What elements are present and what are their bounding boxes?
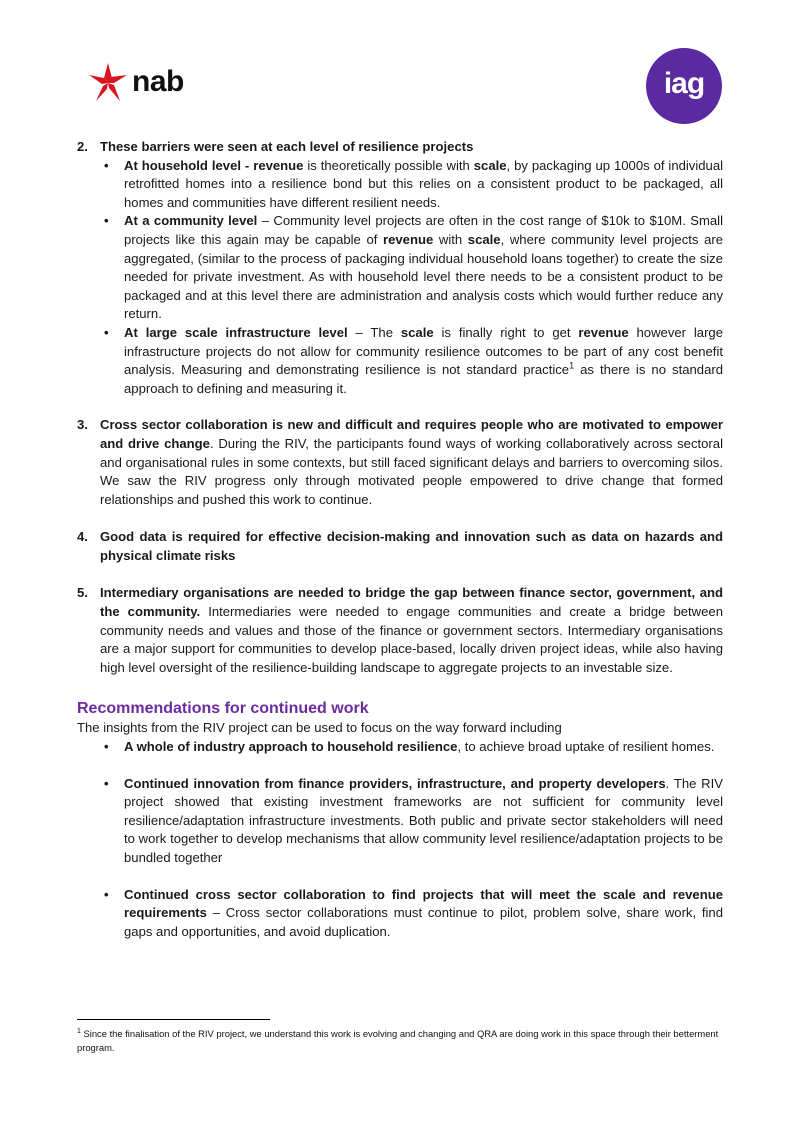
iag-logo-text: iag bbox=[663, 66, 705, 100]
section-intro: The insights from the RIV project can be used to focus on the way forward including bbox=[77, 720, 562, 736]
list-item: • At large scale infrastructure level – The scale is finally right to get revenue however large infrastructure projects do not allow for community resilience outcomes to be part of any cost benefit analysis. Measuring and demonstrating resilience is not standard practice$^1$ as there is no standard approach to defining and measuring it. bbox=[104, 324, 723, 396]
footnote-divider bbox=[77, 1019, 270, 1020]
item-number: 5. bbox=[77, 585, 88, 601]
list-item: • Continued innovation from finance providers, infrastructure, and property developers. The RIV project showed that existing investment frameworks are not sufficient for community level resilience/adaptation infrastructure investments. Both public and private sector stakeholders will need to work together to develop mechanisms that allow community level resilience/adaptation projects to be bundled together bbox=[104, 775, 723, 865]
item-lead: These barriers were seen at each level of resilience projects bbox=[100, 139, 474, 154]
section-heading: Recommendations for continued work bbox=[77, 700, 369, 718]
item-number: 4. bbox=[77, 529, 88, 545]
barrier-list bbox=[100, 157, 723, 399]
bullet-icon: • bbox=[104, 324, 109, 340]
nab-logo bbox=[87, 60, 184, 106]
bullet-icon: • bbox=[104, 157, 109, 173]
item-number: 3. bbox=[77, 417, 88, 433]
nab-star-icon bbox=[87, 61, 129, 105]
item-paragraph: Cross sector collaboration is new and difficult and requires people who are motivated to empower and drive change. During the RIV, the participants found ways of working collaboratively across sectoral and organisational rules in some contexts, but still faced significant delays and barriers to overcoming silos. We saw the RIV progress only through motivated people empowered to drive change that formed relationships and pushed this work to continue. bbox=[100, 417, 723, 507]
bullet-icon: • bbox=[104, 739, 109, 755]
item-number: 2. bbox=[77, 139, 88, 154]
numbered-item-4 bbox=[77, 528, 723, 565]
document-body bbox=[77, 138, 723, 941]
footnote-ref[interactable]: 1 bbox=[569, 360, 575, 371]
list-item: • At household level - revenue is theoretically possible with scale, by packaging up 1000s of individual retrofitted homes into a resilience bond but this relies on a consistent product to be packaged, all homes and communities have different resilient needs. bbox=[104, 157, 724, 210]
numbered-item-5 bbox=[77, 584, 723, 677]
bullet-icon: • bbox=[104, 213, 109, 229]
footnote-marker: 1 bbox=[77, 1027, 81, 1035]
nab-logo-text: nab bbox=[132, 64, 184, 98]
item-paragraph: Good data is required for effective decision-making and innovation such as data on hazards and physical climate risks bbox=[100, 529, 723, 563]
bullet-icon: • bbox=[104, 775, 109, 791]
list-item: • A whole of industry approach to household resilience, to achieve broad uptake of resilient homes. bbox=[100, 738, 723, 757]
item-paragraph: Intermediary organisations are needed to bridge the gap between finance sector, government, and the community. Intermediaries were needed to engage communities and create a bridge between community needs and values and those of the finance or government sectors. Intermediary organisations are a major support for communities to develop place-based, locally driven project ideas, while also having high level oversight of the resilience-building landscape to aggregate projects to an investable size. bbox=[100, 585, 723, 675]
iag-logo bbox=[646, 48, 722, 124]
footnote: $^1$ Since the finalisation of the RIV project, we understand this work is evolving and changing and QRA are doing work in this space through their betterment program. bbox=[77, 1027, 719, 1053]
numbered-item-3 bbox=[77, 416, 723, 509]
bullet-icon: • bbox=[104, 886, 109, 902]
numbered-item-2 bbox=[77, 138, 723, 398]
list-item: • Continued cross sector collaboration to find projects that will meet the scale and revenue requirements – Cross sector collaborations must continue to pilot, problem solve, share work, find gaps and opportunities, and avoid duplication. bbox=[104, 886, 723, 939]
recommendation-list bbox=[100, 738, 723, 941]
list-item: • At a community level – Community level projects are often in the cost range of $10k to $10M. Small projects like this again may be capable of revenue with scale, where community level projects are aggregated, (similar to the process of packaging individual household loans together) to create the size needed for private investment. As with household level there needs to be a consistent product to be packaged and at this level there are administration and analysis costs which would further reduce any return. bbox=[104, 213, 723, 322]
